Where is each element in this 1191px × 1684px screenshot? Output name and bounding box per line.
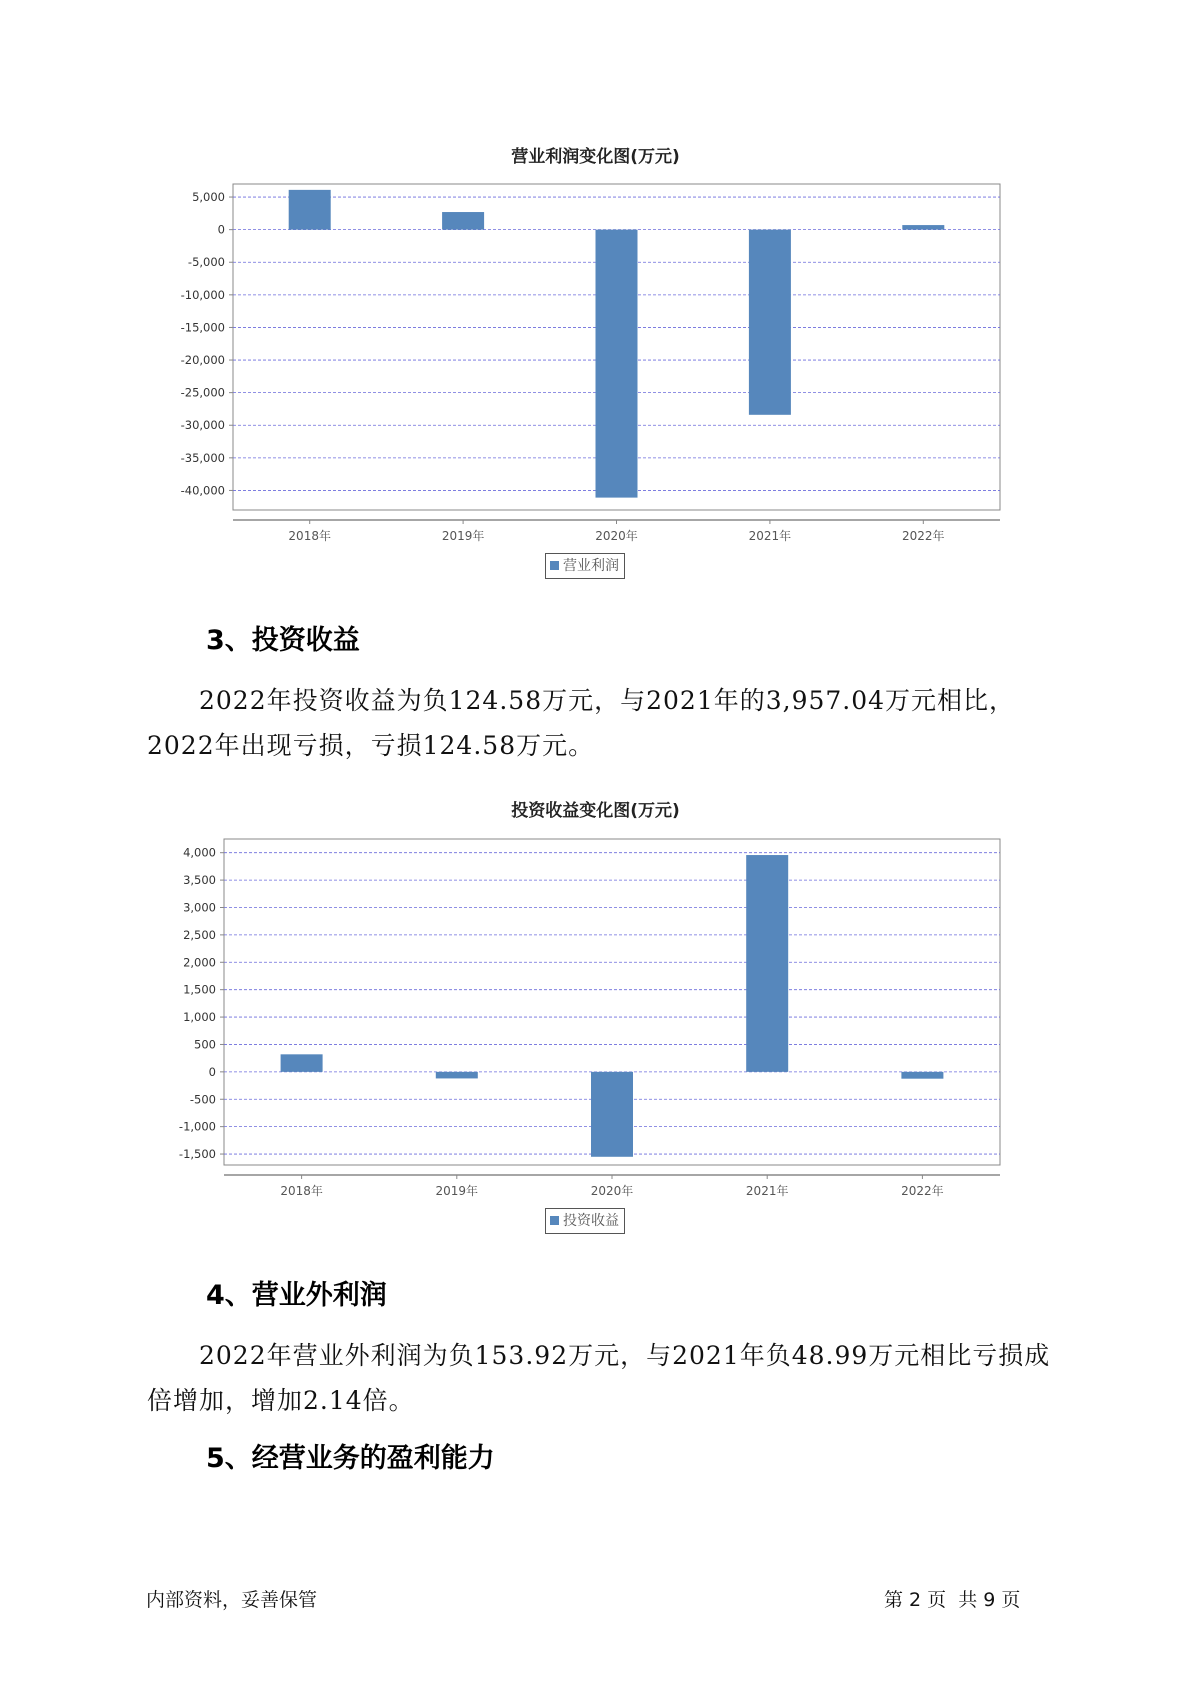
x-tick-label: 2021年 (748, 529, 792, 543)
x-tick-label: 2018年 (280, 1184, 323, 1198)
bar-2020年 (596, 230, 638, 498)
y-tick-label: 1,000 (183, 1010, 216, 1025)
y-tick-label: 2,500 (183, 927, 216, 942)
bar-2020年 (591, 1072, 633, 1157)
bar-2019年 (442, 212, 484, 230)
x-tick-label: 2019年 (441, 529, 485, 543)
x-tick-label: 2018年 (288, 529, 331, 543)
legend-swatch (550, 561, 559, 570)
y-tick-label: -20,000 (180, 353, 225, 368)
bar-2022年 (901, 1072, 943, 1079)
x-tick-label: 2020年 (590, 1184, 634, 1198)
y-tick-label: 3,500 (183, 873, 216, 888)
footer-confidential-note: 内部资料，妥善保管 (146, 1589, 318, 1611)
bar-2021年 (749, 230, 791, 415)
bar-2022年 (902, 225, 944, 230)
bar-2018年 (281, 1054, 323, 1072)
y-tick-label: -25,000 (180, 385, 225, 400)
legend-label: 营业利润 (563, 558, 619, 574)
y-tick-label: -500 (189, 1092, 216, 1107)
legend-label: 投资收益 (563, 1213, 619, 1229)
y-tick-label: 1,500 (183, 982, 216, 997)
x-tick-label: 2022年 (902, 529, 945, 543)
section-heading-non-operating-profit: 4、营业外利润 (206, 1280, 387, 1311)
bar-2021年 (746, 855, 788, 1072)
bar-2019年 (436, 1072, 478, 1079)
y-tick-label: -10,000 (180, 287, 225, 302)
y-tick-label: -5,000 (187, 255, 225, 270)
y-tick-label: 500 (194, 1037, 216, 1052)
investment-income-chart (0, 825, 1191, 1225)
y-tick-label: 0 (217, 222, 225, 237)
paragraph-non-operating-profit: 2022年营业外利润为负153.92万元，与2021年负48.99万元相比亏损成倍增加，增加2.14倍。 (147, 1341, 1051, 1415)
y-tick-label: 5,000 (192, 190, 225, 205)
x-tick-label: 2020年 (595, 529, 638, 543)
x-tick-label: 2019年 (435, 1184, 479, 1198)
legend-swatch (550, 1216, 559, 1225)
y-tick-label: -1,000 (178, 1119, 216, 1134)
y-tick-label: 3,000 (183, 900, 216, 915)
y-tick-label: -15,000 (180, 320, 225, 335)
chart-legend-operating-profit (545, 553, 625, 579)
chart-legend-investment-income (545, 1208, 625, 1234)
section-heading-profitability: 5、经营业务的盈利能力 (206, 1443, 495, 1474)
y-tick-label: -30,000 (180, 418, 225, 433)
y-tick-label: -1,500 (178, 1147, 216, 1162)
paragraph-investment-income: 2022年投资收益为负124.58万元，与2021年的3,957.04万元相比，2022年出现亏损，亏损124.58万元。 (147, 686, 1016, 760)
y-tick-label: -35,000 (180, 450, 225, 465)
y-tick-label: 0 (208, 1064, 216, 1079)
chart-title-operating-profit: 营业利润变化图(万元) (511, 147, 680, 167)
y-tick-label: 4,000 (183, 845, 216, 860)
footer-page-number: 第 2 页 共 9 页 (884, 1589, 1021, 1611)
bar-2018年 (289, 190, 331, 230)
y-tick-label: 2,000 (183, 955, 216, 970)
x-tick-label: 2021年 (745, 1184, 789, 1198)
chart-title-investment-income: 投资收益变化图(万元) (511, 801, 680, 821)
section-heading-investment-income: 3、投资收益 (206, 625, 360, 656)
y-tick-label: -40,000 (180, 483, 225, 498)
operating-profit-chart (0, 170, 1191, 570)
x-tick-label: 2022年 (901, 1184, 944, 1198)
